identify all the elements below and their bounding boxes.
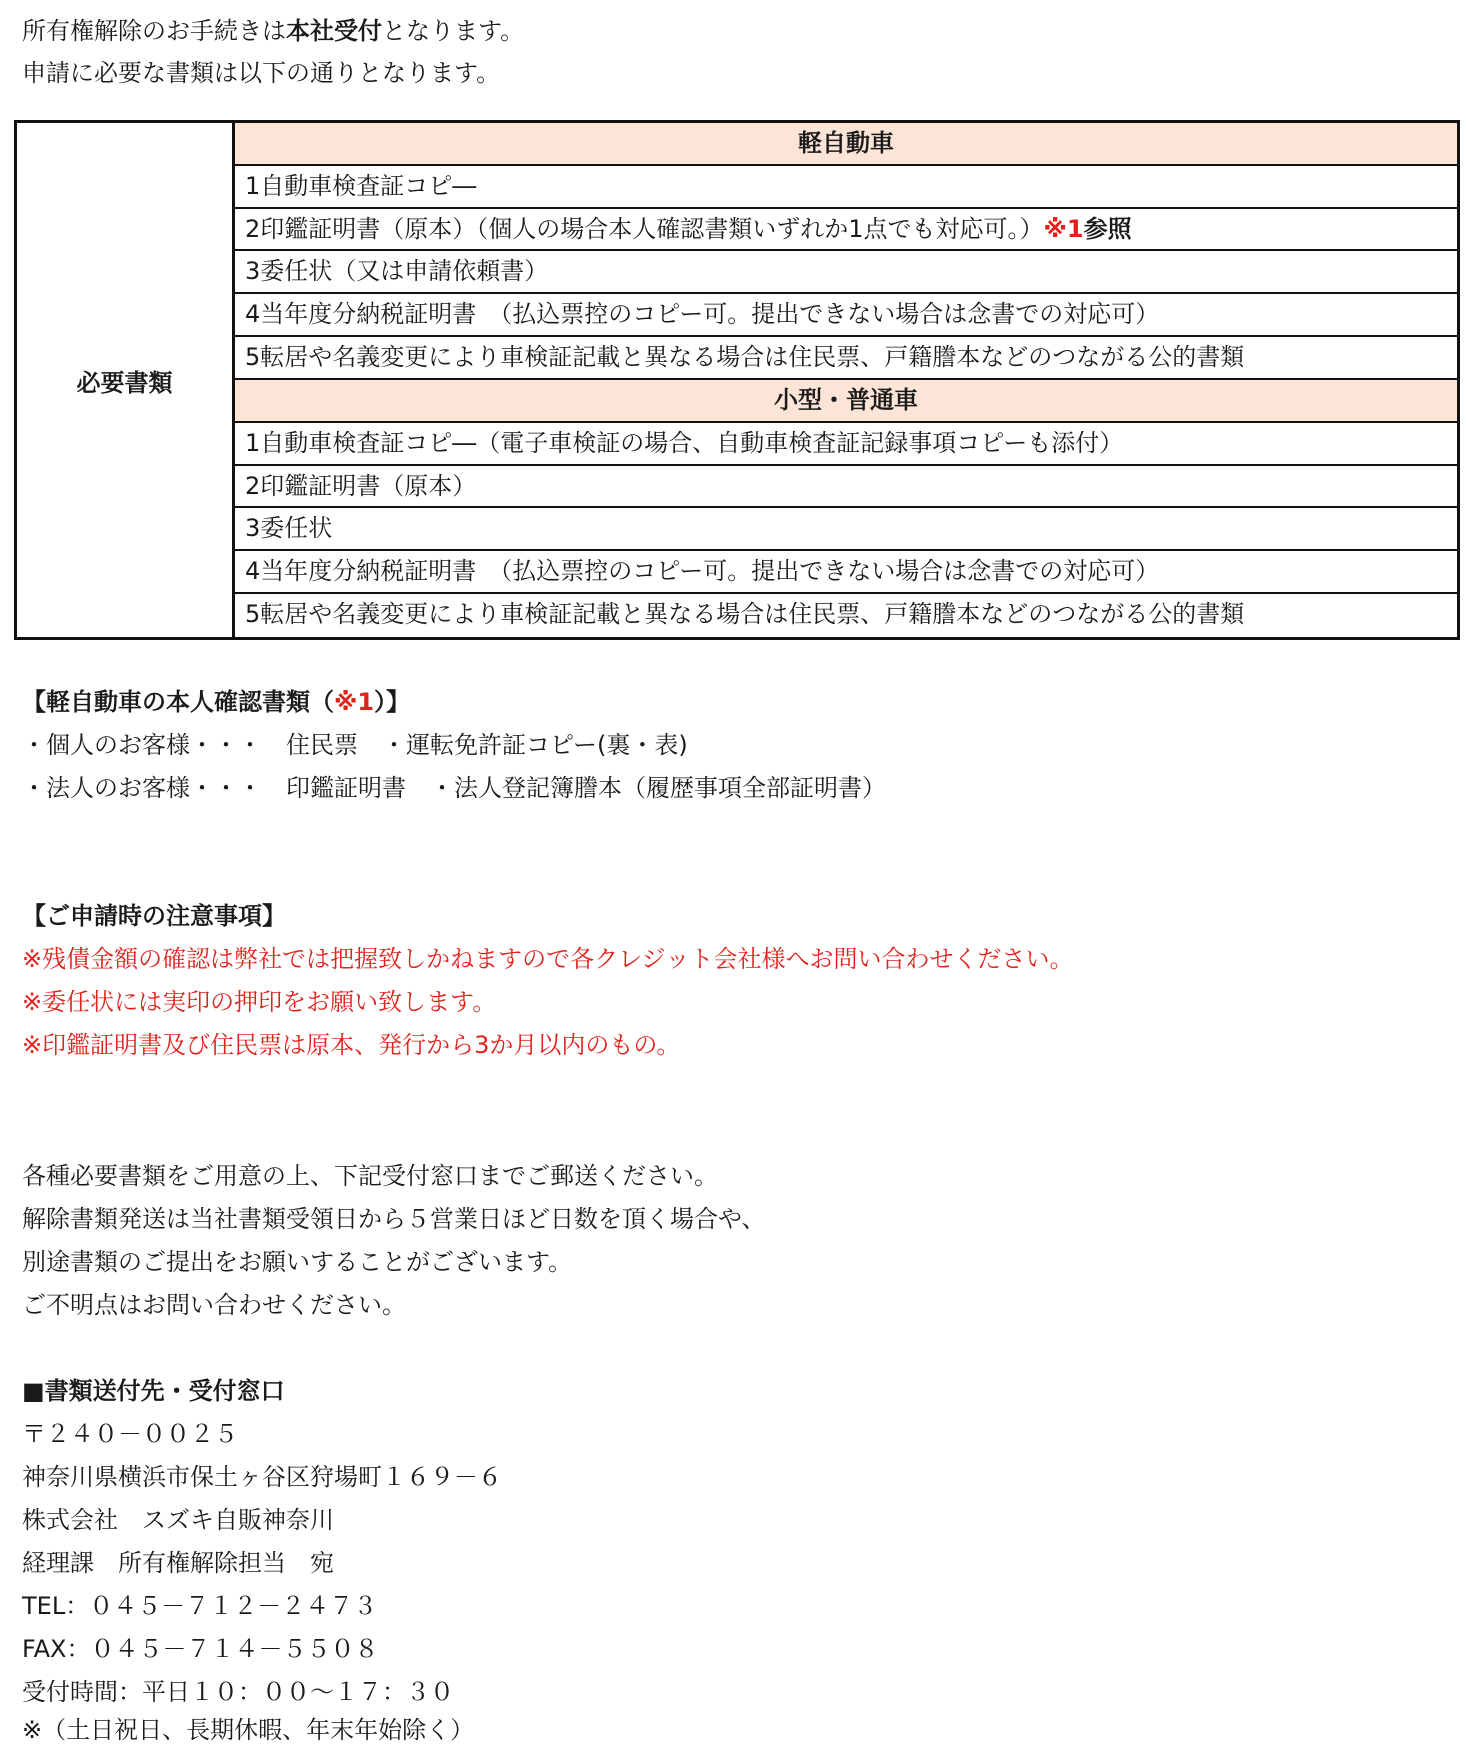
contact-tel: TEL：０４５－７１２－２４７３ — [22, 1592, 378, 1620]
table-row: 4当年度分納税証明書 （払込票控のコピー可。提出できない場合は念書での対応可） — [235, 294, 1457, 337]
id-docs-heading-post: ）】 — [374, 688, 411, 716]
table-row: 3委任状（又は申請依頼書） — [235, 251, 1457, 294]
table-row — [235, 209, 1457, 252]
intro-text-post: となります。 — [382, 17, 525, 45]
intro-line-1 — [22, 10, 524, 53]
instruction-line: ご不明点はお問い合わせください。 — [22, 1291, 406, 1319]
instruction-line: 別途書類のご提出をお願いすることがございます。 — [22, 1248, 573, 1276]
intro-text-bold: 本社受付 — [286, 17, 382, 45]
row-note-ref: ※1 — [1043, 214, 1084, 243]
instruction-line: 各種必要書類をご用意の上、下記受付窓口までご郵送ください。 — [22, 1162, 718, 1190]
contact-fax: FAX：０４５－７１４－５５０８ — [22, 1635, 379, 1663]
contact-company: 株式会社 スズキ自販神奈川 — [22, 1506, 334, 1534]
contact-hours: 受付時間：平日１０：００～１７：３０ — [22, 1678, 454, 1706]
contact-holidays: ※（土日祝日、長期休暇、年末年始除く） — [22, 1716, 475, 1744]
row-text: 2印鑑証明書（原本）（個人の場合本人確認書類いずれか1点でも対応可。） — [245, 214, 1044, 243]
notes-heading: 【ご申請時の注意事項】 — [22, 902, 286, 930]
contact-postal: 〒２４０－００２５ — [22, 1420, 238, 1448]
id-docs-individual: ・個人のお客様・・・ 住民票 ・運転免許証コピー(裏・表) — [22, 731, 688, 759]
table-row: 1自動車検査証コピ―（電子車検証の場合、自動車検査証記録事項コピーも添付） — [235, 423, 1457, 466]
table-row: 1自動車検査証コピ― — [235, 166, 1457, 209]
note-item: ※委任状には実印の押印をお願い致します。 — [22, 988, 497, 1016]
section-header-standard: 小型・普通車 — [235, 380, 1457, 423]
table-row: 3委任状 — [235, 508, 1457, 551]
section-header-kei: 軽自動車 — [235, 123, 1457, 166]
id-docs-heading-note: ※1 — [334, 688, 375, 716]
table-row: 5転居や名義変更により車検証記載と異なる場合は住民票、戸籍謄本などのつながる公的書類 — [235, 337, 1457, 380]
id-docs-corporate: ・法人のお客様・・・ 印鑑証明書 ・法人登記簿謄本（履歴事項全部証明書） — [22, 774, 886, 802]
intro-line-2: 申請に必要な書類は以下の通りとなります。 — [22, 59, 501, 87]
contact-heading: ■書類送付先・受付窓口 — [22, 1377, 285, 1405]
instruction-line: 解除書類発送は当社書類受領日から５営業日ほど日数を頂く場合や、 — [22, 1205, 766, 1233]
table-left-header: 必要書類 — [17, 123, 235, 637]
note-item: ※残債金額の確認は弊社では把握致しかねますので各クレジット会社様へお問い合わせください。 — [22, 945, 1074, 973]
required-documents-table — [14, 120, 1460, 640]
table-right-column — [235, 123, 1457, 637]
id-docs-heading — [22, 681, 410, 724]
row-note-suffix: 参照 — [1083, 214, 1132, 243]
intro-text-pre: 所有権解除のお手続きは — [22, 17, 286, 45]
table-row: 5転居や名義変更により車検証記載と異なる場合は住民票、戸籍謄本などのつながる公的書類 — [245, 600, 1245, 629]
contact-address: 神奈川県横浜市保土ヶ谷区狩場町１６９－６ — [22, 1463, 502, 1491]
table-row: 4当年度分納税証明書 （払込票控のコピー可。提出できない場合は念書での対応可） — [235, 551, 1457, 594]
contact-department: 経理課 所有権解除担当 宛 — [22, 1549, 334, 1577]
id-docs-heading-pre: 【軽自動車の本人確認書類（ — [22, 688, 334, 716]
table-row: 2印鑑証明書（原本） — [235, 466, 1457, 509]
note-item: ※印鑑証明書及び住民票は原本、発行から3か月以内のもの。 — [22, 1031, 681, 1059]
